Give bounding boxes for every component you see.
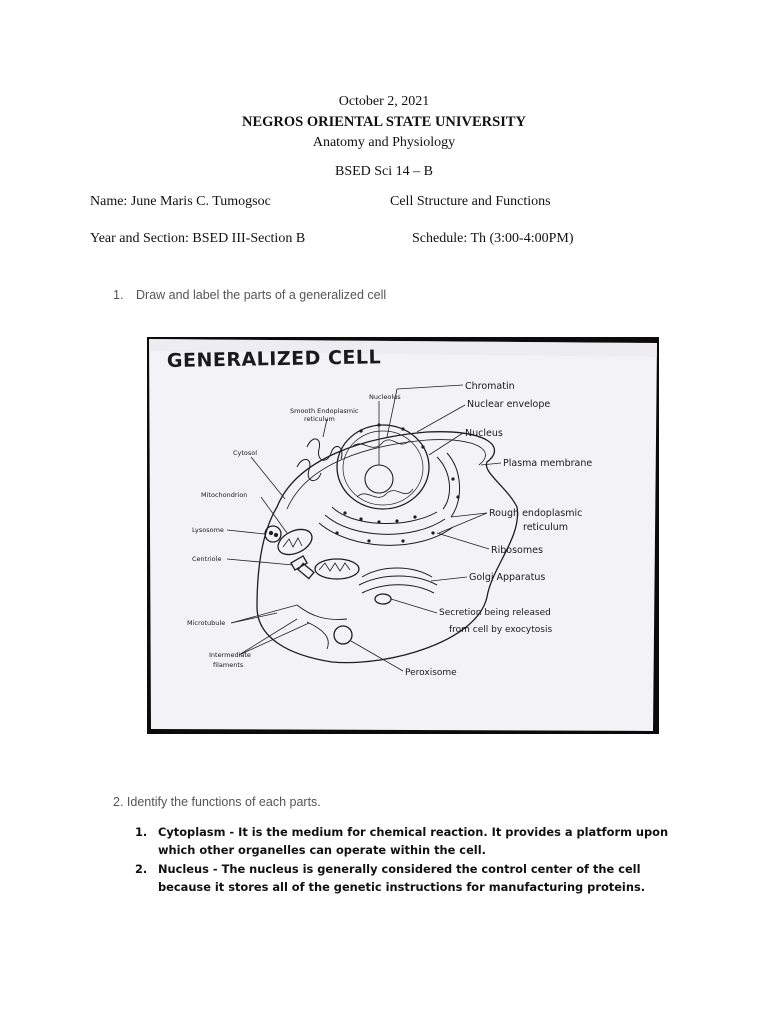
year-and-section: Year and Section: BSED III-Section B [90, 231, 306, 246]
label-centriole: Centriole [192, 555, 222, 563]
label-secretion-line1: Secretion being released [439, 608, 551, 618]
label-nuclear-envelope: Nuclear envelope [467, 399, 551, 410]
answer-item-cytoplasm [135, 823, 680, 859]
drawing-title: GENERALIZED CELL [166, 346, 382, 372]
course-name: Anatomy and Physiology [312, 135, 456, 150]
student-name: Name: June Maris C. Tumogsoc [90, 194, 271, 209]
label-peroxisome: Peroxisome [405, 668, 457, 678]
label-intermediate-line1: Intermediate [209, 651, 251, 659]
section-code: BSED Sci 14 – B [334, 164, 433, 179]
cell-drawing [147, 337, 659, 734]
label-cytosol: Cytosol [233, 449, 258, 457]
label-lysosome: Lysosome [192, 526, 224, 534]
cell-drawing-photo [147, 337, 659, 734]
document-date: October 2, 2021 [338, 94, 430, 109]
label-mitochondrion: Mitochondrion [201, 491, 248, 499]
answer-text: Nucleus - The nucleus is generally considered the control center of the cell because it stores all of the genetic instructions for manufacturing proteins. [158, 862, 646, 894]
label-secretion-line2: from cell by exocytosis [449, 625, 553, 635]
label-rough-er-line2: reticulum [523, 522, 569, 533]
answer-text: Cytoplasm - It is the medium for chemical reaction. It provides a platform upon which other organelles can operate within the cell. [158, 825, 669, 857]
paper-sheet [149, 339, 657, 731]
label-intermediate-line2: filaments [213, 661, 244, 669]
label-chromatin: Chromatin [465, 381, 515, 392]
label-nucleolus: Nucleolus [369, 393, 401, 401]
label-smooth-er-line2: reticulum [304, 415, 335, 423]
label-microtubule: Microtubule [187, 619, 226, 627]
question-1-text: Draw and label the parts of a generalized cell [136, 288, 387, 302]
label-golgi-apparatus: Golgi Apparatus [469, 572, 546, 583]
label-plasma-membrane: Plasma membrane [503, 458, 593, 469]
answer-number: 1. [135, 825, 148, 839]
question-2-text: 2. Identify the functions of each parts. [113, 795, 321, 809]
class-schedule: Schedule: Th (3:00-4:00PM) [412, 231, 574, 246]
university-name: NEGROS ORIENTAL STATE UNIVERSITY [241, 114, 527, 130]
label-rough-er-line1: Rough endoplasmic [489, 508, 583, 519]
label-nucleus: Nucleus [465, 428, 503, 439]
question-1-number: 1. [113, 288, 124, 302]
activity-topic: Cell Structure and Functions [390, 194, 551, 209]
label-smooth-er-line1: Smooth Endoplasmic [290, 407, 359, 415]
label-ribosomes: Ribosomes [491, 545, 543, 556]
answer-item-nucleus [135, 860, 680, 896]
answer-number: 2. [135, 862, 148, 876]
